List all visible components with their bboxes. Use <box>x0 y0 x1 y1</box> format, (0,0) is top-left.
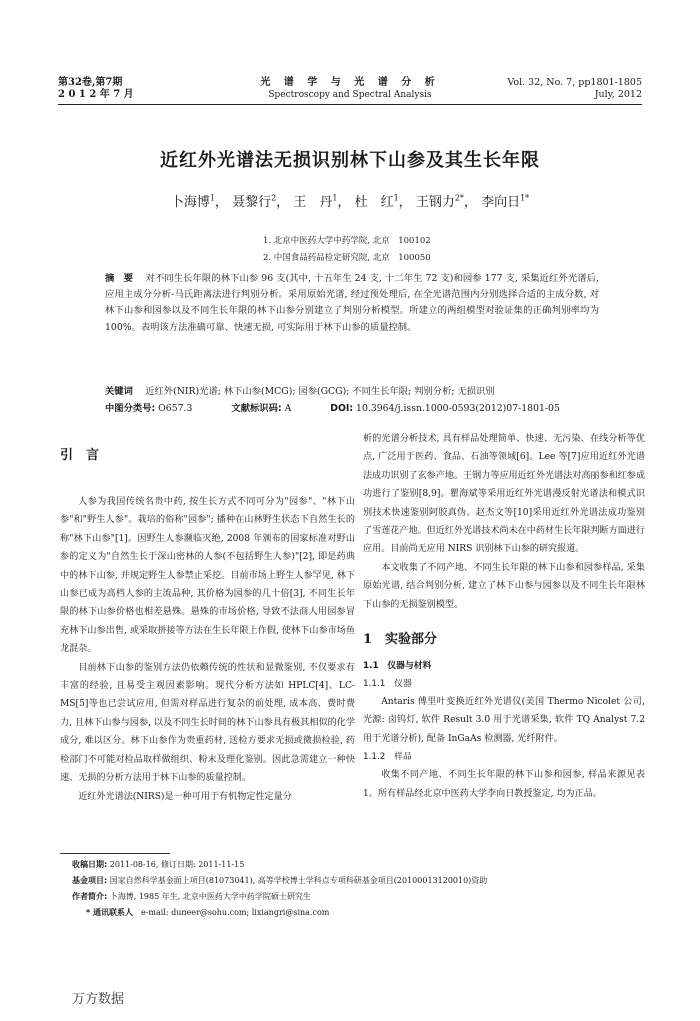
header-date-en: July, 2012 <box>594 89 642 100</box>
journal-name-cn: 光 谱 学 与 光 谱 分 析 <box>260 77 440 88</box>
section-title-introduction: 引 言 <box>60 448 100 463</box>
subsubsection-title: 1.1.1 仪器 <box>363 679 412 690</box>
footnote: * 通讯联系人 e-mail: duneer@sohu.com; lixiangri@sina.com <box>86 908 330 917</box>
paragraph: 收集不同产地、不同生长年限的林下山参和园参, 样品来源见表 1。所有样品经北京中医药大学李向日教授鉴定, 均为正品。 <box>363 770 645 799</box>
keywords <box>105 383 599 400</box>
abstract-text: 对不同生长年限的林下山参 96 支(其中, 十五年生 24 支, 十二年生 72 支)和园参 177 支, 采集近红外光谱后, 应用主成分分析-马氏距离法进行判别分析。采用原始光谱, 经过预处理后, 在全光谱范围内分别选择合适的主成分数, 对林下山参和园参以及不同生长年限的林下山参分别建立了判别分析模型。所建立的两组模型对验证集的正确判别率均为 100%。表明该方法准确可靠、快速无损, 可实际用于林下山参的质量控制。 <box>105 273 599 333</box>
doi-label: DOI: <box>330 403 354 414</box>
header-volume-en: Vol. 32, No. 7, pp1801-1805 <box>507 77 642 88</box>
section-title-experimental: 1 实验部分 <box>363 632 438 648</box>
doc-value: A <box>284 403 292 414</box>
footnote: 收稿日期: 2011-08-16, 修订日期: 2011-11-15 <box>72 860 245 869</box>
header-volume: 第32卷,第7期 <box>58 77 123 88</box>
footnote: 作者简介: 卜海博, 1985 年生, 北京中医药大学中药学院硕士研究生 <box>72 892 311 901</box>
footnotes <box>72 857 652 921</box>
journal-name-en: Spectroscopy and Spectral Analysis <box>268 90 432 100</box>
affiliations <box>263 233 431 267</box>
header-journal <box>230 77 470 101</box>
right-column <box>363 430 645 803</box>
subsubsection-title: 1.1.2 样品 <box>363 752 412 763</box>
left-column <box>60 424 355 806</box>
affiliation: 2. 中国食品药品检定研究院, 北京 100050 <box>263 253 431 263</box>
doi-value: 10.3964/j.issn.1000-0593(2012)07-1801-05 <box>356 403 560 414</box>
paragraph: 目前林下山参的鉴别方法仍依赖传统的性状和显微鉴别, 不仅要求有丰富的经验, 且易受主观因素影响。现代分析方法如 HPLC[4]、LC-MS[5]等也已尝试应用, 但需对样品进行复杂的前处理, 成本高、费时费力, 且林下山参与园参, 以及不同生长时间的林下山参具有极其相似的化学成分, 难以区分。林下山参作为贵重药材, 送检方要求无损或微损检验, 药检部门不可能对检品取样做组织、粉末及理化鉴别。因此急需建立一种快速、无损的分析方法用于林下山参的质量控制。 <box>60 662 355 784</box>
header-date: 2 0 1 2 年 7 月 <box>58 89 134 100</box>
paragraph: 近红外光谱法(NIRS)是一种可用于有机物定性定量分 <box>78 791 292 802</box>
author: 李向日$^{1*}$ <box>481 193 530 210</box>
paper-title: 近红外光谱法无损识别林下山参及其生长年限 <box>160 150 540 171</box>
author: 王 丹$^1$ <box>293 193 338 210</box>
paragraph: 析的光谱分析技术, 具有样品处理简单、快速、无污染、在线分析等优点, 广泛用于医药、食品、石油等领域[6]。Lee 等[7]应用近红外光谱法成功识别了玄参产地。王钢力等应用近红外光谱法对高丽参和红参成功进行了鉴别[8,9]。瞿海斌等采用近红外光谱漫反射光谱法和模式识别技术快速鉴别阿胶真伪。赵杰文等[10]采用近红外光谱法成功鉴别了雪莲花产地。但近红外光谱技术尚未在中药材生长年限判断方面进行应用。目前尚无应用 NIRS 识别林下山参的研究报道。 <box>363 434 645 555</box>
watermark: 万方数据 <box>72 992 125 1007</box>
paragraph: 人参为我国传统名贵中药, 按生长方式不同可分为"园参"、"林下山参"和"野生人参"。栽培的俗称"园参"; 播种在山林野生状态下自然生长的称"林下山参"[1]。因野生人参濒临灭绝, 2008 年颁布的国家标准对野山参的定义为"自然生长于深山密林的人参(不包括野生人参)"[2], 即是药典中的林下山参, 并规定野生人参禁止采挖。目前市场上野生人参罕见, 林下山参已成为高档人参的主流品种, 其价格为园参的几十倍[3], 不同生长年限的林下山参价格也相差悬殊。悬殊的市场价格, 导致不法商人用园参冒充林下山参出售, 或采取拼接等方法在生长年限上作假, 使林下山参市场鱼龙混杂。 <box>60 497 355 655</box>
paragraph: 本文收集了不同产地、不同生长年限的林下山参和园参样品, 采集原始光谱, 结合判别分析, 建立了林下山参与园参以及不同生长年限林下山参的无损鉴别模型。 <box>363 562 645 610</box>
affiliation: 1. 北京中医药大学中药学院, 北京 100102 <box>263 236 431 246</box>
keywords-text: 近红外(NIR)光谱; 林下山参(MCG); 园参(GCG); 不同生长年限; 判别分析; 无损识别 <box>145 386 495 397</box>
footnote-rule <box>60 853 170 854</box>
keywords-label: 关键词 <box>105 386 133 397</box>
doc-label: 文献标识码: <box>231 403 282 414</box>
author: 王钢力$^{2*}$ <box>415 193 464 210</box>
clc-label: 中图分类号: <box>105 403 156 414</box>
header-rule <box>58 104 642 105</box>
abstract <box>105 271 599 336</box>
footnote: 基金项目: 国家自然科学基金面上项目(81073041), 高等学校博士学科点专项科研基金项目(20100013120010)资助 <box>72 876 488 885</box>
author: 卜海博$^1$ <box>170 193 215 210</box>
classification-line <box>105 400 599 417</box>
subsection-title: 1.1 仪器与材料 <box>363 661 432 672</box>
header-volume-info-en <box>507 77 642 101</box>
author: 杜 红$^1$ <box>354 193 399 210</box>
author-list: 卜海博$^1$， 聂黎行$^2$， 王 丹$^1$， 杜 红$^1$， 王钢力$^{2*}$， 李向日$^{1*}$ <box>170 193 530 210</box>
clc-value: O657.3 <box>158 403 193 414</box>
paragraph: Antaris 傅里叶变换近红外光谱仪(美国 Thermo Nicolet 公司, 光源: 卤钨灯, 软件 Result 3.0 用于光谱采集, 软件 TQ Analyst 7.2 用于光谱分析), 配备 InGaAs 检测器, 光纤附件。 <box>363 697 645 744</box>
abstract-label: 摘 要 <box>105 273 134 284</box>
author: 聂黎行$^2$ <box>232 193 277 210</box>
header-volume-info <box>58 77 134 101</box>
